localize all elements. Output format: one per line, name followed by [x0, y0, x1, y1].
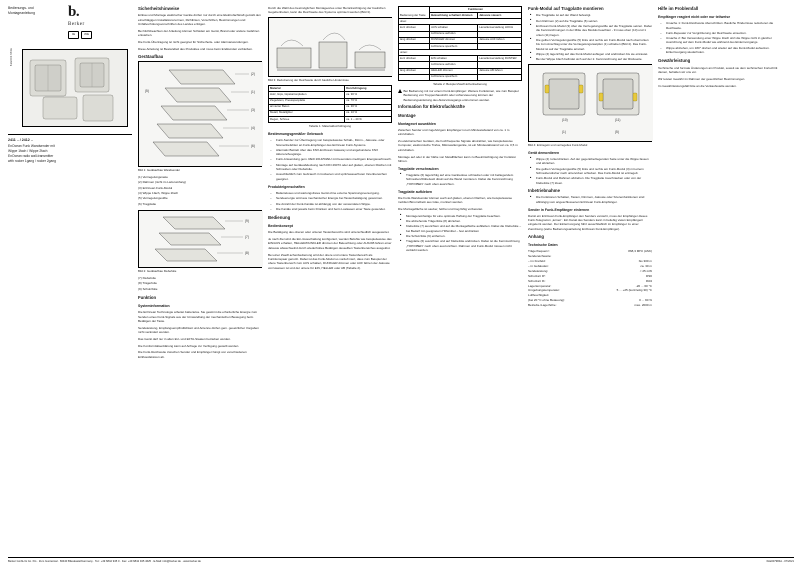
tech-row: Luftfeuchtigkeit	[528, 293, 549, 298]
tech-row: Sendereichweite:	[528, 254, 552, 259]
table-row: Holz, Gips, Gipskartonplatten ca. 90 %	[269, 92, 392, 98]
subsection-product-properties-title: Produkteigenschaften	[268, 185, 305, 189]
glue-plate-p1: Die Funk-Wandsender können auch auf glatten, ebenen Flächen, wie beispielsweise mobilen Büromöbeln aus Glas, montiert werden.	[398, 195, 513, 205]
subsection-teach-in-title: Sender in Funk-Empfänger einlernen	[528, 207, 590, 212]
table-row: Lichtszene aufrufen	[399, 62, 522, 68]
table1-header-penetration: Durchdringung	[345, 86, 392, 92]
column-6	[658, 6, 786, 546]
figure-1-caption: Bild 1: Gerätaufbau Wandsender	[138, 167, 180, 172]
section-warranty-title: Gewährleistung	[658, 58, 691, 64]
figure-2-legend	[138, 276, 262, 291]
subsection-dismount-title: Gerät demontieren	[528, 151, 560, 156]
figure-1-exploded-view	[138, 61, 262, 167]
list-item: – Die Anzahl der Funk-Kanäle ist abhängig von der verwendeten Wippe.	[273, 202, 392, 206]
list-item: ■ Funk-Modul und Rahmen abziehen. Die Tragplatte losschrauben oder von der Klebefolie (7) lösen.	[533, 176, 652, 185]
subsection-operating-concept-title: Bedienkonzept	[268, 224, 293, 229]
table2-header-functions: Funktionen	[430, 7, 522, 13]
product-title-en-2: with rocker 1gang / rocker 2gang	[8, 158, 57, 163]
figure-4-locking-module	[528, 64, 652, 142]
doc-type-line2: Montageanleitung	[8, 10, 35, 15]
list-item: ■ Montagereinheitige für eine optimale Haftung der Tragplatte beachten.	[403, 214, 522, 218]
section-commissioning-title: Inbetriebnahme	[528, 187, 560, 193]
figure-2-caption: Bild 2: Gerätaufbau Klebefolie	[138, 268, 177, 273]
figure-3-caption	[268, 78, 392, 82]
legend2-item-3: (9) Schutzfolie	[138, 286, 158, 291]
table-row: Metall, Metallgitter ca. 10 %	[269, 110, 392, 116]
troubleshooting-list	[658, 21, 786, 54]
safety-paragraph-4: Diese Anleitung ist Bestandteil des Produktes und muss beim Endkunden verbleiben.	[138, 46, 253, 51]
list-item: ■ Wippe (4) runterdrücken. Auf der gegenüberliegenden Seite unter die Wippe fassen und abziehen.	[533, 157, 652, 166]
legend-item-1: (1) Verriegelungsraste	[138, 175, 168, 180]
list-item: ■ Die Tragplatte ist auf der Wand befestigt.	[533, 13, 652, 17]
tech-row: Betriebs-/Lagerhöhe: max. 2000 m	[528, 303, 652, 308]
column-5	[528, 6, 652, 546]
section-safety-title: Sicherheitshinweise	[138, 6, 180, 11]
subsection-system-info-title: Systeminformation	[138, 304, 170, 309]
legend2-item-2: (8) Trägerfolie	[138, 281, 157, 286]
location-p1: Zwischen Sender und zugehörigem Empfänger ist ein Mindestabstand von ca. 1 m einzuhalten.	[398, 128, 510, 137]
table2-header-light: Beleuchtung schalten/ dimmen	[430, 13, 478, 19]
svg-text:(5): (5)	[615, 129, 619, 134]
list-item: – Montage auf Geräteabdeckung nach DIN 49073 oder auf glatten, ebenen Flächen mit Schrauben oder Klebefolie.	[273, 163, 392, 172]
svg-text:(8): (8)	[245, 250, 249, 255]
subsection-glue-plate-title: Tragplatte aufkleben	[398, 190, 433, 195]
logo-brand-text: Berker	[68, 21, 85, 27]
column-2	[138, 6, 262, 546]
tech-row: Schutzart IK: IK04	[528, 278, 652, 283]
legend-item-4: (4) Wippe 1fach, Wippe 2fach	[138, 190, 179, 195]
svg-text:(1): (1)	[251, 89, 255, 94]
brand-block	[68, 6, 92, 39]
list-item: ■ EnOcean Funk-Modul (3) über die Verriegelungsstifte auf die Tragplatte setzen. Dabei die Kennzeichnungen in der Mitte des Moduls beachten - 9 muss oben (10) und 1 unten (11) liegen.	[533, 24, 652, 37]
warning-triangle-icon	[398, 89, 402, 93]
tech-row: (bei 20 °C ohne Betauung): 0 ... 90 %	[528, 298, 652, 303]
range-intro-paragraph: Durch die Wahl des bestmöglichen Montageortes unter Berücksichtigung der baulichen Gegebenheiten, kann die Reichweite des Systems optimiert werden (Bild 3).	[268, 6, 386, 15]
svg-text:(6): (6)	[251, 143, 255, 148]
legend-item-3: (3) EnOcean Funk-Modul	[138, 185, 173, 190]
svg-text:(11): (11)	[615, 117, 621, 122]
list-item: ■ Tragplatte (6) ausrichten und auf Klebefolie andrücken. Dabei ist die Kennzeichnung „TOP/OBEN“ nach oben auszurichten. Rahmen und Funk-Modul müssen nicht verklebt werden.	[403, 239, 522, 252]
system-info-p1: Die EnOcean Technologie arbeitet batterielos. Sie gewinnt die erforderliche Energie zum Senden eines Funk-Signals aus der Umwandlung der mechanischen Bewegung beim Betätigen der Taste.	[138, 310, 258, 323]
section-troubleshooting-title: Hilfe im Problemfall	[658, 6, 699, 11]
safety-paragraph-3: Die Funk-Übertragung ist nicht geeignet für Sicherheits- oder Alarmanwendungen.	[138, 39, 249, 44]
section-mounting-title: Montage	[398, 112, 416, 118]
product-number: 2411 .. / 2412 ..	[8, 138, 33, 143]
table-row: armierter Beton ca. 30 %	[269, 104, 392, 110]
list-item: ■ Die Funktionen Schalten, Tasten, Dimmen, Jalousie oder Szenenfunktionen sind abhängig vom angeschlossenen EnOcean Funk-Empfänger.	[533, 195, 652, 204]
product-photo	[22, 49, 128, 127]
svg-text:(3): (3)	[251, 107, 255, 112]
tech-row: Sendeleistung: < 25 mW	[528, 268, 652, 273]
product-title-de-2: Wippe 1fach / Wippe 2fach	[8, 149, 48, 154]
svg-text:(5): (5)	[145, 88, 149, 93]
columns-container	[8, 6, 794, 546]
warranty-p2: Wir leisten Gewähr im Rahmen der gesetzlichen Bestimmungen.	[658, 76, 746, 81]
doc-type-line1: Bedienungs- und	[8, 6, 34, 10]
system-info-p5: Die Funk-Reichweite zwischen Sender und Empfänger hängt von verschiedenen Einflussfaktoren ab.	[138, 350, 247, 359]
subsection-tech-data-title: Technische Daten	[528, 243, 558, 248]
list-item: ■ Tragplatte (6) lagerichtig auf eine Gerätedose schrauben oder mit beiliegendem Schrauben/Dübelsatz direkt auf die Wand montieren. Dabei die Kennzeichnung „TOP/OBEN“ nach oben ausrichten.	[403, 173, 522, 186]
legend2-item-1: (7) Klebefolie	[138, 276, 156, 281]
table-row: lang drücken DUNKLER dimmen Jalousie AUF fahren	[399, 37, 522, 43]
section-device-build-title: Gerätaufbau	[138, 53, 164, 59]
teach-in-paragraph: Damit ein EnOcean Funk-Empfänger den Senders versteht, muss der Empfänger dieses Funk-Telegramm „lernen“. Ein Kanal des Senders kann in beliebig vielen Empfängern eingelernt werden. Der Einlernvorgang führt ausschließlich im Empfänger zu einer Zuordnung (siehe Bedienungsanleitung EnOcean Funk-Empfänger).	[528, 213, 648, 231]
dismount-list	[528, 157, 652, 185]
list-item: – Die Kanäle sind jeweils beim Drücken und beim Loslassen einer Taste gewendet.	[273, 207, 392, 211]
table1-header-material: Material	[269, 86, 345, 92]
safety-paragraph-1: Einbau und Montage elektrischer Geräte dürfen nur durch eine Elektrofachkraft gemäß den einschlägigen Installationsnormen, Richtlinien, Vorschriften, Bestimmungen und Unfallverhütungsvorschriften des Landes erfolgen.	[138, 13, 261, 26]
table2-group-top: oben:	[399, 19, 522, 25]
subsection-screw-plate-title: Tragplatte verschrauben	[398, 167, 439, 172]
product-title	[8, 144, 132, 163]
section-electrician-info-title: Information für Elektrofachkräfte	[398, 104, 465, 110]
column-3	[268, 6, 392, 546]
list-item: – Funk-Anwendung gem. RED 2014/53/EU mit besonders niedrigem Energieverbrauch.	[273, 157, 392, 161]
glue-plate-list	[398, 214, 522, 253]
table-functions	[398, 6, 522, 81]
section-mount-module-title: Funk-Modul auf Tragplatte montieren	[528, 6, 604, 11]
table-row: Ziegelstein, Pressspanplatte ca. 70 %	[269, 98, 392, 104]
operating-concept-p2: Je nach Ziel wird die Ein-/Ausschaltung konfiguriert, werden Befehle wie beispielsweise das EIN/AUS erhalten, HELLER/DUNKLER dimmen der Beleuchtung oder AUF/AB fahren einer Jalousie abwechselnd durch wiederholtes Betätigen desselben Tastenbereiches ausgelöst.	[268, 237, 392, 250]
table2-caption: Tabelle 2: Beispiel Zweifl ächenbedienung	[433, 81, 487, 86]
warning-note-1	[398, 89, 522, 102]
legend-item-2: (2) Rahmen (nicht im Lieferumfang)	[138, 180, 187, 185]
list-item: ■ Die gelben Verriegelungsstifte (5) links und rechts am Funk-Modul (3) mit einem Schraubendreher nach unten/oben schieben. Das Funk-Modul ist entriegelt.	[533, 167, 652, 176]
tech-row: – in Gebäuden: ca. 30 m	[528, 263, 652, 268]
table2-group-bottom: unten:	[399, 50, 522, 56]
figure-3-caption-text: Bild 3: Reduzierung der Reichweite durch bauliche Hindernisse	[268, 78, 349, 83]
location-p2: Zu elektronischen Geräten, die hochfrequente Signale abstrahlen, wie beispielsweise Computer, elektronische Trafos, Mikrowellengeräte, ist ein Mindestabstand von ca. 0,5 m einzuhalten.	[398, 139, 518, 152]
glue-plate-p2: Die Montagefläche ist sauber, fettfrei und trag fähig vorbereitet.	[398, 207, 484, 212]
tech-row: Lagertemperatur: -20 ... 60 °C	[528, 283, 652, 288]
subsection-select-location-title: Montageort auswählen	[398, 122, 436, 127]
svg-text:(2): (2)	[251, 71, 255, 76]
section-operation-title: Bedienung	[268, 215, 291, 221]
tech-row: Umgebungstemperatur: 5 ... +25 (kurzzeitig 30) °C	[528, 288, 652, 293]
list-item: – Funk-Sender zur Übertragung von beispielsweise Schalt-, Dimm-, Jalousie- oder Szenenbefehlen an Funk-Empfänger des EnOcean Funk-Systems.	[273, 138, 392, 147]
tech-row: – im Freifeld: bis 300 m	[528, 259, 652, 264]
page-footer	[8, 557, 794, 563]
list-item: – Alternativ Betrieb über das KNX-EnOcean Gateway und angebundene KNX Aktoren/Ausgänge.	[273, 148, 392, 157]
table-row: kurz drücken AUS schalten Lamellenverstellung HOCH	[399, 25, 522, 31]
mount-module-list	[528, 13, 652, 61]
list-item: ■ Wippe (4) lagerichtig auf das Funk-Modul auflegen und andrücken bis sie einrastet.	[533, 52, 652, 56]
operating-concept-p1: Die Betätigung des oberen oder unteren Tastenbereichs wird unterschiedlich ausgewertet.	[268, 230, 390, 235]
svg-text:(4): (4)	[251, 125, 255, 130]
table-row: Lichtszene speichern	[399, 43, 522, 49]
operating-concept-p3: Bei einer Zweifl achenbedienung wird der obere und untere Tastenbereich als Funktionspaar genutzt. Dabei ist das Funk-Modul so vordefi niert, dass zum Beispiel der obere Tastenbereich zum AUS schalten, DUNKLER dimmen oder AUF fahren der Jalousie vorzuweisen ist und der untere für EIN, HELLER oder AB (Tabelle 2).	[268, 252, 390, 270]
screw-plate-list	[398, 173, 522, 186]
table2-header-blind: Jalousie steuern	[478, 13, 522, 19]
list-item: ■ Die abziehende Trägerfolie (8) abziehen.	[403, 219, 522, 223]
commissioning-list	[528, 195, 652, 204]
legend-item-6: (6) Tragplatte	[138, 201, 157, 206]
table1-caption: Tabelle 1: Materialdurchdringung	[309, 124, 351, 129]
list-item: ■ Klebefolie (7) ausrichten und auf die Montagefläche aufkleben. Dabei die Klebefolie – bei Bedarf mit geeignetem Hilfsmittel – fest andrücken	[403, 224, 522, 233]
table2-header-operation: Bedienung der Taste	[399, 7, 430, 19]
list-item: – Ursache 1: Funk-Reichweite überschritten. Bauliche Hindernisse reduzieren die Reichweite.	[663, 21, 786, 30]
list-item: ■ Den Rahmen (2) auf die Tragplatte (6) setzen.	[533, 19, 652, 23]
table-row: Lichtszene aufrufen	[399, 31, 522, 37]
tech-data-list	[528, 249, 652, 307]
troubleshooting-problem-title: Empfänger reagiert nicht oder nur teilweise	[658, 15, 731, 20]
table-row: Regen, Schnee ca. 1 – 40 %	[269, 117, 392, 123]
figure-2-adhesive-foil	[138, 210, 262, 268]
list-item: – Ursache 2: Bei Verwendung einer Wippe 1fach sitzt die Wippe nicht in gleicher Ausrichtung auf dem Funk-Modul wie während des Einlernvorgangs.	[663, 36, 786, 45]
warranty-p1: Technische und formale Änderungen am Produkt, soweit sie dem technischen Fortschritt dienen, behalten wir uns vor.	[658, 65, 778, 75]
list-item: – Sendeenergie wird aus mechanischer Energie bei Tastenbetätigung gewonnen.	[273, 196, 392, 200]
list-item: ■ Die Schutzfolie (9) entfernen.	[403, 234, 522, 238]
column-1	[8, 6, 132, 546]
svg-text:(9): (9)	[245, 218, 249, 223]
warning-note-1-text: Bei Bedienung mit nur einem Funk-Empfänger: Weitere Funktionen, wie zum Beispiel Bedienung von Treppenhauslicht oder Lüftersteuerung können der Bedienungsanleitung des Aktors/Ausgangs entnommen werden.	[403, 89, 519, 102]
intended-use-list	[268, 138, 392, 181]
legend-item-5: (5) Verriegelungsstifte	[138, 196, 168, 201]
list-item: – Batterieloses und wartungsfreies Gerät ohne externe Spannungsversorgung.	[273, 191, 392, 195]
system-info-p3: Das Gerät darf nur in allen EU- und EFTA-Staaten betrieben werden.	[138, 336, 231, 341]
figure-4-caption: Bild 4: Entriegeln und verriegeltes Funk-Modul	[528, 142, 588, 147]
certification-badges	[68, 31, 92, 39]
svg-text:(1): (1)	[562, 129, 566, 134]
section-appendix-title: Anhang	[528, 233, 544, 239]
list-item: – Wippe abziehen, um 180° drehen und wieder auf das Funk-Modul aufsetzen. Einlernvorgang wiederholen.	[663, 46, 786, 55]
location-p3: Montage auf oder in der Nähe von Metallflächen kann zu Beeinträchtigung der Funktion führen.	[398, 154, 517, 163]
safety-paragraph-2: Bei Nichtbeachten der Anleitung können Schäden am Gerät, Brand oder andere Gefahren entstehen.	[138, 28, 260, 38]
tech-row: Schutzart IP: IP20	[528, 273, 652, 278]
subsection-intended-use-title: Bestimmungsgemäßer Gebrauch	[268, 132, 324, 137]
product-properties-list	[268, 191, 392, 211]
warranty-p3: Im Gewährleistungsfall bitte an die Verkaufsstelle wenden.	[658, 83, 737, 88]
system-info-p4: Die Konformitätserklärung kann auf Anfrage zur Verfügung gestellt werden.	[138, 343, 240, 348]
svg-text:(7): (7)	[245, 234, 249, 239]
table-row: kurz drücken EIN schalten Lamellenverstellung RUNTER	[399, 56, 522, 62]
logo-mark: b.	[68, 4, 80, 20]
svg-text:(10): (10)	[562, 117, 568, 122]
table-row: Lichtszene speichern	[399, 74, 522, 80]
ce-badge: CE	[68, 31, 79, 39]
system-info-p2: Sendeleistung, Empfangsempfindlichkeit und Antenne dürfen gem. gesetzlicher Vorgaben nicht verändert werden.	[138, 325, 259, 334]
figure-1-legend	[138, 175, 262, 206]
table-row: lang drücken HELLER dimmen Jalousie AB fahren	[399, 68, 522, 74]
section-function-title: Funktion	[138, 294, 157, 300]
side-document-code: 6LE001784A	[10, 47, 13, 66]
list-item: – Ausschließlich zum Gebrauch in trockenen und spritzwasserfreien Innenbereichen geeignet.	[273, 172, 392, 181]
list-item: ■ Die gelben Verriegelungsstifte (5) links und rechts am Funk-Modul nach oben/unten bis zum Anschlag unter die Verriegelungsrastpfen (1) schieben (Bild 4). Das Funk-Modul ist auf der Tragplatte arretiert.	[533, 38, 652, 51]
footer-document-code: 6LE007984A - 07/2021	[766, 560, 794, 563]
table-material-penetration	[268, 85, 392, 123]
footer-company-info: Berker GmbH & Co. KG · Zum Gunterstal · 66440 Blieskastel/Germany · Tel.: +49 6842 945 0 · Fax: +49 6842 945 4625 · E-Mail: info@berker.de · www.berker.de	[8, 560, 201, 563]
product-title-de-1: EnOcean Funk Wandsender mit	[8, 144, 55, 149]
vde-badge: VDE	[81, 31, 92, 39]
list-item: – Funk-Repeater zur Vergrößerung der Reichweite einsetzen.	[663, 31, 786, 35]
figure-3-range-reduction	[268, 17, 392, 77]
product-title-en-1: EnOcean radio wall-transmitter	[8, 153, 54, 158]
header-divider	[8, 134, 132, 135]
column-4	[398, 6, 522, 546]
tech-row: Trägerfrequenz: 868,3 MHz (ASK)	[528, 249, 652, 254]
list-item: ■ Bei der Wippe 1fach befindet sich auf der 2. Kennzeichnung auf der Rückseite.	[533, 57, 652, 61]
